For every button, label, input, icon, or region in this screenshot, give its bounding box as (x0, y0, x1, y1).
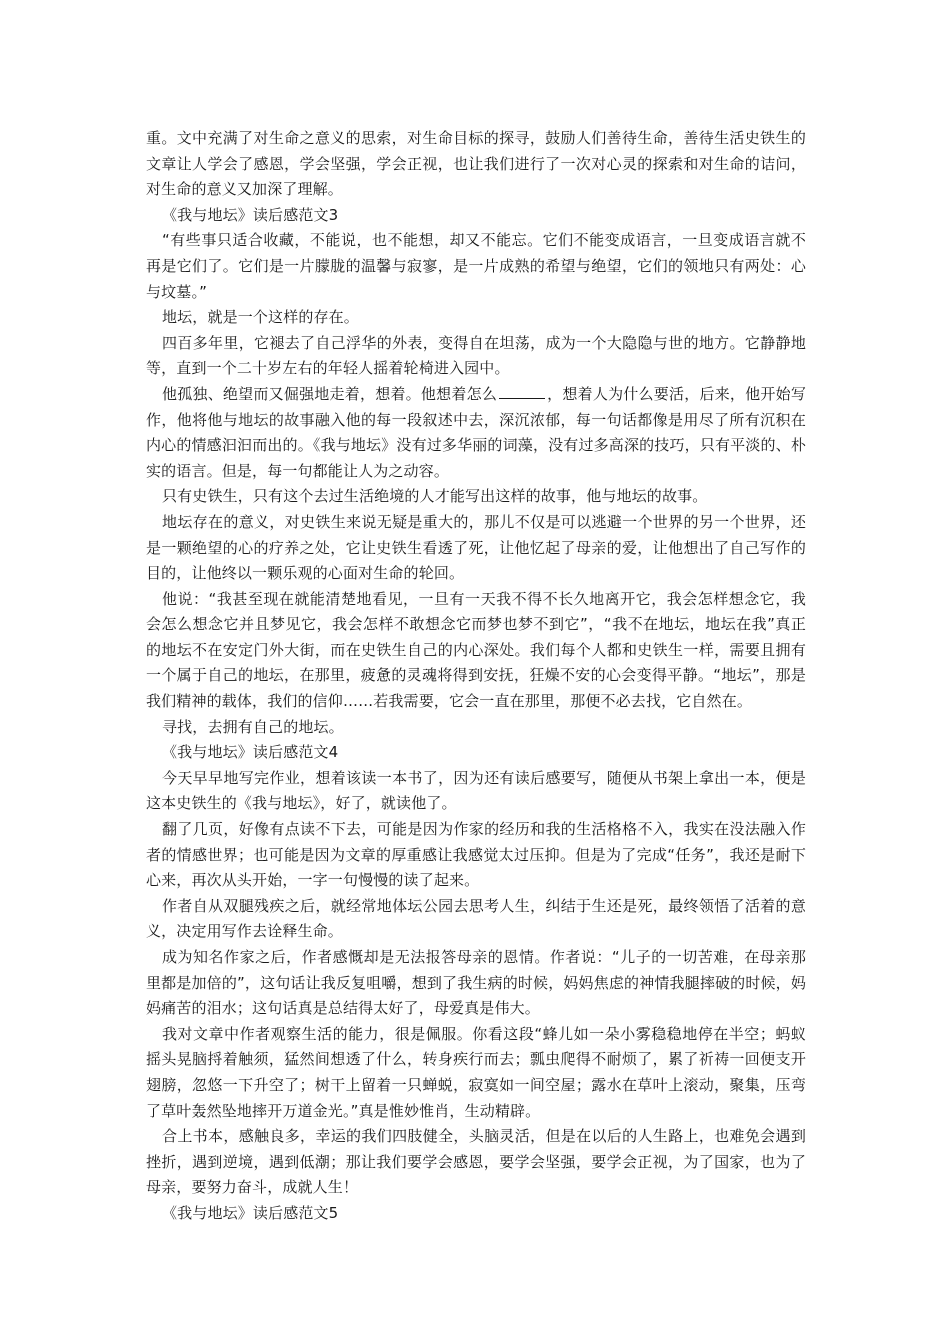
paragraph: 作者自从双腿残疾之后，就经常地体坛公园去思考人生，纠结于生还是死，最终领悟了活着的意义，决定用写作去诠释生命。 (146, 896, 806, 941)
section-heading: 《我与地坛》读后感范文3 (162, 205, 339, 224)
paragraph: 今天早早地写完作业，想着该读一本书了，因为还有读后感要写，随便从书架上拿出一本，便是这本史铁生的《我与地坛》，好了，就读他了。 (146, 768, 806, 813)
paragraph: 翻了几页，好像有点读不下去，可能是因为作家的经历和我的生活格格不入，我实在没法融入作者的情感世界；也可能是因为文章的厚重感让我感觉太过压抑。但是为了完成“任务”，我还是耐下心来，再次从头开始，一字一句慢慢的读了起来。 (146, 820, 806, 890)
paragraph: 成为知名作家之后，作者感慨却是无法报答母亲的恩情。作者说：“儿子的一切苦难，在母亲那里都是加倍的”，这句话让我反复咀嚼，想到了我生病的时候，妈妈焦虑的神情我腿摔破的时候，妈妈痛苦的泪水；这句话真是总结得太好了，母爱真是伟大。 (146, 948, 806, 1018)
paragraph: 四百多年里，它褪去了自己浮华的外表，变得自在坦荡，成为一个大隐隐与世的地方。它静静地等，直到一个二十岁左右的年轻人摇着轮椅进入园中。 (146, 333, 806, 378)
paragraph: 只有史铁生，只有这个去过生活绝境的人才能写出这样的故事，他与地坛的故事。 (162, 487, 708, 506)
paragraph: 地坛存在的意义，对史铁生来说无疑是重大的，那儿不仅是可以逃避一个世界的另一个世界，还是一颗绝望的心的疗养之处，它让史铁生看透了死，让他忆起了母亲的爱，让他想出了自己写作的目的，让他终以一颗乐观的心面对生命的轮回。 (146, 512, 806, 583)
paragraph-text-after-blank: ，想着人为什么要活，后来，他开始写作，他将他与地坛的故事融入他的每一段叙述中去，深沉浓郁，每一句话都像是用尽了所有沉积在内心的情感汩汩而出的。《我与地坛》没有过多华丽的词藻，没有过多高深的技巧，只有平淡的、朴实的语言。但是，每一句都能让人为之动容。 (146, 384, 806, 480)
paragraph: 他说：“我甚至现在就能清楚地看见，一旦有一天我不得不长久地离开它，我会怎样想念它，我会怎么想念它并且梦见它，我会怎样不敢想念它而梦也梦不到它”，“我不在地坛，地坛在我”真正的地坛不在安定门外大街，而在史铁生自己的内心深处。我们每个人都和史铁生一样，需要且拥有一个属于自己的地坛，在那里，疲惫的灵魂将得到安抚，狂燥不安的心会变得平静。“地坛”，那是我们精神的载体，我们的信仰……若我需要，它会一直在那里，那便不必去找，它自然在。 (146, 589, 806, 711)
paragraph: 地坛，就是一个这样的存在。 (162, 308, 359, 327)
paragraph: 我对文章中作者观察生活的能力，很是佩服。你看这段“蜂儿如一朵小雾稳稳地停在半空；蚂蚁摇头晃脑捋着触须，猛然间想透了什么，转身疾行而去；瓢虫爬得不耐烦了，累了祈祷一回便支开翅膀，忽悠一下升空了；树干上留着一只蝉蜕，寂寞如一间空屋；露水在草叶上滚动，聚集，压弯了草叶轰然坠地摔开万道金光。”真是惟妙惟肖，生动精辟。 (146, 1024, 806, 1120)
paragraph: 合上书本，感触良多，幸运的我们四肢健全，头脑灵活，但是在以后的人生路上，也难免会遇到挫折，遇到逆境，遇到低潮；那让我们要学会感恩，要学会坚强，要学会正视，为了国家，也为了母亲，要努力奋斗，成就人生！ (146, 1127, 806, 1197)
paragraph: 重。文中充满了对生命之意义的思索，对生命目标的探寻，鼓励人们善待生命，善待生活史铁生的文章让人学会了感恩，学会坚强，学会正视，也让我们进行了一次对心灵的探索和对生命的诘问，对生命的意义又加深了理解。 (146, 129, 806, 199)
paragraph (146, 382, 806, 484)
fill-in-blank (499, 386, 545, 399)
paragraph: 寻找，去拥有自己的地坛。 (162, 717, 344, 736)
section-heading: 《我与地坛》读后感范文5 (162, 1203, 339, 1222)
section-heading: 《我与地坛》读后感范文4 (162, 743, 339, 762)
paragraph: “有些事只适合收藏，不能说，也不能想，却又不能忘。它们不能变成语言，一旦变成语言就不再是它们了。它们是一片朦胧的温馨与寂寥，是一片成熟的希望与绝望，它们的领地只有两处：心与坟墓。” (146, 231, 806, 301)
paragraph-text-before-blank: 他孤独、绝望而又倔强地走着，想着。他想着怎么 (162, 384, 498, 403)
document-body (146, 126, 806, 1227)
